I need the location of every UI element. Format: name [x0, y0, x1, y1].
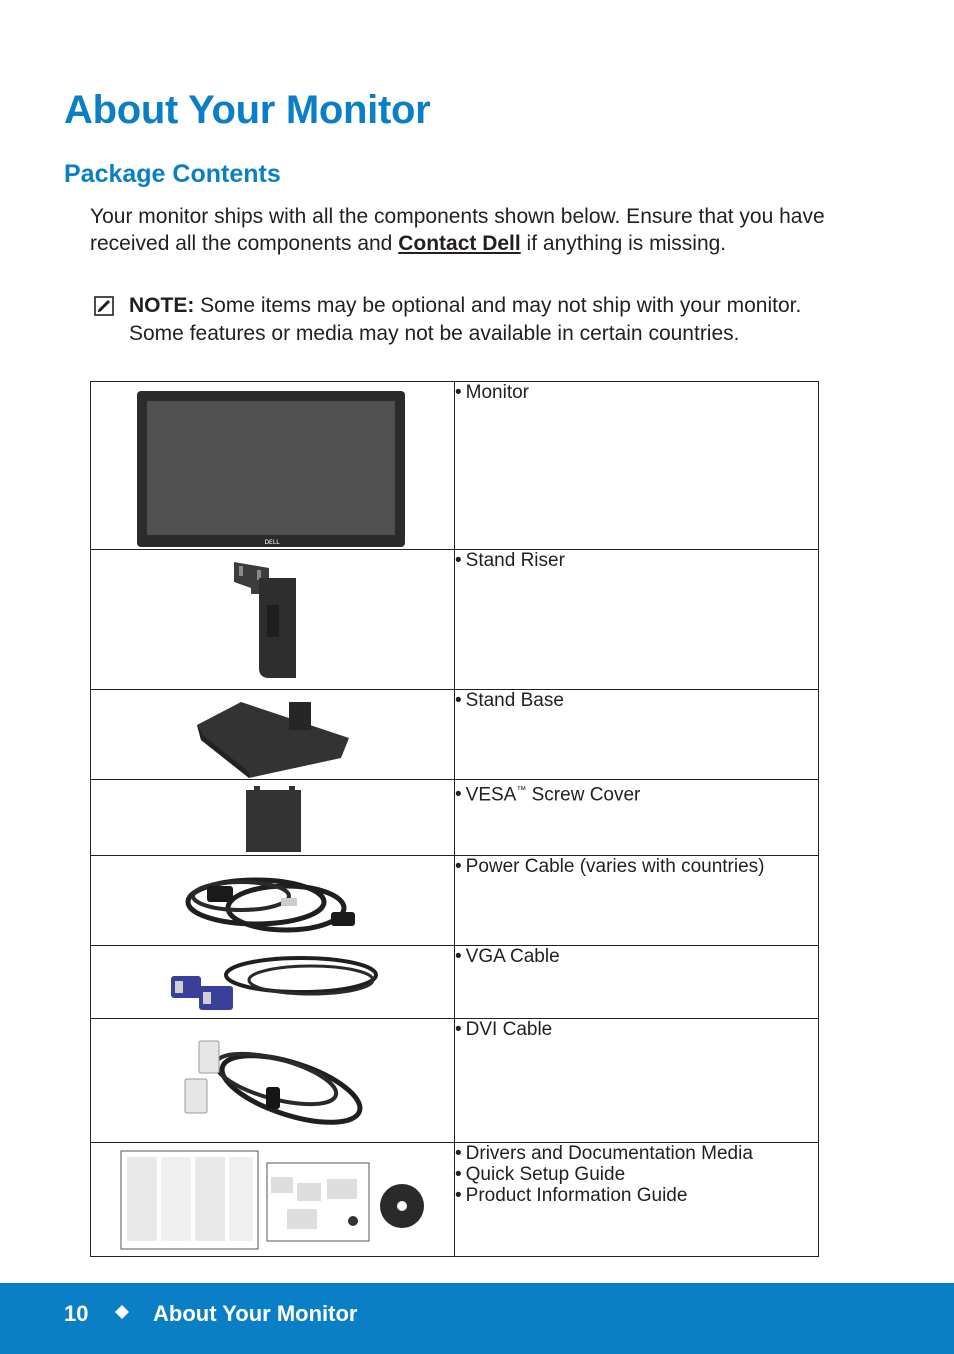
page-footer	[0, 1283, 954, 1354]
page-number: 10	[64, 1301, 89, 1326]
bullet: •	[455, 1185, 462, 1206]
footer-title: About Your Monitor	[153, 1301, 358, 1326]
vga-cable-label: VGA Cable	[465, 946, 560, 967]
section-title: Package Contents	[64, 160, 281, 188]
item-label	[455, 1019, 818, 1040]
drivers-media-label: Drivers and Documentation Media	[465, 1143, 753, 1164]
item-label	[455, 1185, 818, 1206]
table-row	[91, 382, 819, 550]
bullet: •	[455, 550, 462, 571]
drivers-media-disc-image	[380, 1184, 424, 1228]
item-label	[455, 1164, 818, 1185]
table-row	[91, 1019, 819, 1143]
power-cable-label: Power Cable (varies with countries)	[465, 856, 765, 877]
quick-setup-guide-label: Quick Setup Guide	[465, 1164, 626, 1185]
note-text	[129, 292, 810, 347]
product-information-guide-label: Product Information Guide	[465, 1185, 688, 1206]
note-body: Some items may be optional and may not ship with your monitor. Some features or media may not be available in certain countries.	[129, 294, 802, 345]
item-label	[455, 382, 818, 403]
table-row	[91, 690, 819, 780]
note-pencil-icon	[94, 296, 114, 316]
trademark-symbol: ™	[516, 785, 527, 796]
documentation-image	[91, 1143, 454, 1255]
monitor-image	[91, 382, 454, 548]
stand-riser-label: Stand Riser	[465, 550, 565, 571]
package-contents-table	[90, 381, 819, 1257]
product-information-guide-image	[121, 1151, 258, 1249]
bullet: •	[455, 1164, 462, 1185]
stand-base-label: Stand Base	[465, 690, 564, 711]
page-title: About Your Monitor	[64, 88, 431, 132]
item-label	[455, 780, 818, 805]
item-label	[455, 946, 818, 967]
bullet: •	[455, 784, 462, 806]
vga-cable-image	[91, 946, 454, 1017]
vesa-label-suffix: Screw Cover	[526, 784, 641, 806]
vesa-label: VESA	[465, 784, 517, 806]
quick-setup-guide-image	[267, 1163, 369, 1241]
diamond-icon	[112, 1302, 132, 1322]
power-cable-image	[91, 856, 454, 944]
note-block	[90, 292, 810, 347]
intro-text-end: if anything is missing.	[520, 232, 727, 255]
item-label	[455, 690, 818, 711]
vesa-screw-cover-image	[91, 780, 454, 854]
bullet: •	[455, 690, 462, 711]
bullet: •	[455, 1019, 462, 1040]
table-row	[91, 780, 819, 856]
dvi-cable-image	[91, 1019, 454, 1141]
intro-text: Your monitor ships with all the components shown below. Ensure that you have received all the components and	[90, 205, 825, 255]
bullet: •	[455, 382, 462, 403]
intro-paragraph	[90, 203, 830, 257]
table-row	[91, 1143, 819, 1257]
monitor-label: Monitor	[465, 382, 530, 403]
table-row	[91, 856, 819, 946]
contact-dell-link[interactable]: Contact Dell	[398, 232, 521, 255]
table-row	[91, 550, 819, 690]
stand-base-image	[91, 690, 454, 778]
note-label: NOTE:	[129, 294, 195, 317]
bullet: •	[455, 856, 462, 877]
dvi-cable-label: DVI Cable	[465, 1019, 553, 1040]
item-label	[455, 856, 818, 877]
item-label	[455, 550, 818, 571]
bullet: •	[455, 946, 462, 967]
item-label	[455, 1143, 818, 1164]
stand-riser-image	[91, 550, 454, 688]
bullet: •	[455, 1143, 462, 1164]
svg-text:DELL: DELL	[264, 539, 280, 546]
table-row	[91, 946, 819, 1019]
